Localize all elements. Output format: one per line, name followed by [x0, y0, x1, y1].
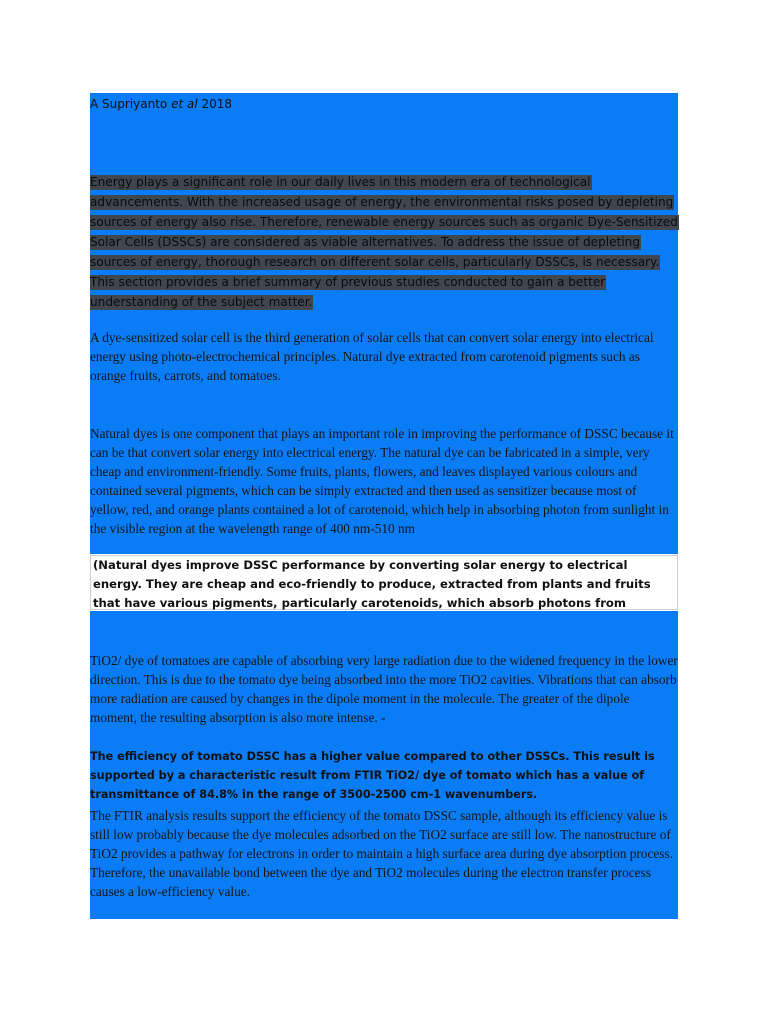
selected-text-block-bottom[interactable] — [90, 611, 678, 919]
citation-etal: et al — [171, 97, 198, 111]
paragraph-dssc-definition: A dye-sensitized solar cell is the third generation of solar cells that can convert solar energy into electrical energy using photo-electrochemical principles. Natural dye extracted from carotenoid pigments such as orange fruits, carrots, and tomatoes. — [90, 330, 654, 383]
paragraph-natural-dyes: Natural dyes is one component that plays an important role in improving the performance of DSSC because it can be that convert solar energy into electrical energy. The natural dye can be fabricated in a simple, very cheap and environment-friendly. Some fruits, plants, flowers, and leaves displayed various colours and contained several pigments, which can be simply extracted and then used as sensitizer because most of yellow, red, and orange plants contained a lot of carotenoid, which help in absorbing photon from sunlight in the visible region at the wavelength range of 400 nm-510 nm — [90, 426, 674, 536]
paragraph-efficiency-bold: The efficiency of tomato DSSC has a higher value compared to other DSSCs. This result is supported by a characteristic result from FTIR TiO2/ dye of tomato which has a value of transmittance of 84.8% in the range of 3500-2500 cm-1 wavenumbers. — [90, 750, 655, 801]
selected-text-block-top[interactable] — [90, 93, 678, 554]
citation-header — [90, 96, 232, 112]
citation-year: 2018 — [197, 97, 233, 111]
highlighted-abstract-text: Energy plays a significant role in our daily lives in this modern era of technological advancements. With the increased usage of energy, the environmental risks posed by depleting sources of energy also rise. Therefore, renewable energy sources such as organic Dye-Sensitized Solar Cells (DSSCs) are considered as viable alternatives. To address the issue of depleting sources of energy, thorough research on different solar cells, particularly DSSCs, is necessary. This section provides a brief summary of previous studies conducted to gain a better understanding of the subject matter. — [90, 175, 678, 309]
summary-text-box: (Natural dyes improve DSSC performance by converting solar energy to electrical energy. They are cheap and eco-friendly to produce, extracted from plants and fruits that have various pigments, particularly carotenoids, which absorb photons from — [90, 555, 678, 610]
citation-author: A Supriyanto — [90, 97, 172, 111]
abstract-paragraph — [90, 172, 678, 312]
paragraph-tio2-absorption: TiO2/ dye of tomatoes are capable of absorbing very large radiation due to the widened frequency in the lower direction. This is due to the tomato dye being absorbed into the more TiO2 cavities. Vibrations that can absorb more radiation are caused by changes in the dipole moment in the molecule. The greater of the dipole moment, the resulting absorption is also more intense. - — [90, 653, 678, 725]
paragraph-ftir-analysis: The FTIR analysis results support the efficiency of the tomato DSSC sample, although its efficiency value is still low probably because the dye molecules adsorbed on the TiO2 surface are still low. The nanostructure of TiO2 provides a pathway for electrons in order to maintain a high surface area during dye absorption process. Therefore, the unavailable bond between the dye and TiO2 molecules during the electron transfer process causes a low-efficiency value. — [90, 808, 673, 899]
